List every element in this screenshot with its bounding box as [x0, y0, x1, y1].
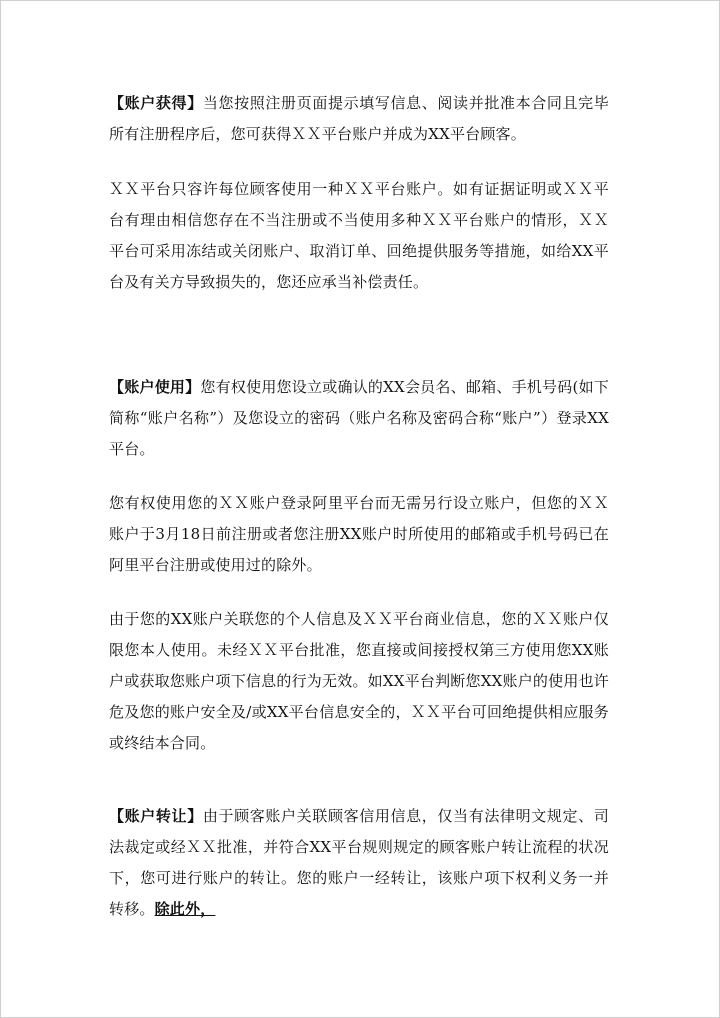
paragraph-account-transfer — [109, 801, 609, 925]
paragraph-single-account-rule: ＸＸ平台只容许每位顾客使用一种ＸＸ平台账户。如有证据证明或ＸＸ平台有理由相信您存在不当注册或不当使用多种ＸＸ平台账户的情形，ＸＸ平台可采用冻结或关闭账户、取消订单、回绝提供服务等措施，如给XX平台及有关方导致损失的，您还应承当补偿责任。 — [109, 180, 609, 291]
paragraph-text: 由于顾客账户关联顾客信用信息，仅当有法律明文规定、司法裁定或经ＸＸ批准，并符合XX平台规则规定的顾客账户转让流程的状况下，您可进行账户的转让。您的账户一经转让，该账户项下权利义务一并转移。 — [109, 807, 610, 918]
paragraph-personal-use: 由于您的XX账户关联您的个人信息及ＸＸ平台商业信息，您的ＸＸ账户仅限您本人使用。未经ＸＸ平台批准，您直接或间接授权第三方使用您XX账户或获取您账户项下信息的行为无效。如XX平台判断您XX账户的使用也许危及您的账户安全及/或XX平台信息安全的，ＸＸ平台可回绝提供相应服务或终结本合同。 — [109, 610, 609, 752]
section-heading-account-acquire: 【账户获得】 — [109, 94, 203, 112]
paragraph-account-use — [109, 372, 609, 465]
paragraph-login-alibaba: 您有权使用您的ＸＸ账户登录阿里平台而无需另行设立账户，但您的ＸＸ账户于3月18日前注册或者您注册XX账户时所使用的邮箱或手机号码已在阿里平台注册或使用过的除外。 — [109, 494, 609, 574]
emphasis-text: 除此外， — [154, 900, 216, 918]
section-heading-account-use: 【账户使用】 — [109, 378, 201, 396]
section-heading-account-transfer: 【账户转让】 — [109, 807, 203, 825]
paragraph-text: 当您按照注册页面提示填写信息、阅读并批准本合同且完毕所有注册程序后，您可获得ＸＸ平台账户并成为XX平台顾客。 — [109, 94, 610, 143]
paragraph-account-acquire — [109, 88, 609, 150]
paragraph-text: 您有权使用您设立或确认的XX会员名、邮箱、手机号码(如下简称“账户名称”）及您设立的密码（账户名称及密码合称“账户”）登录XX平台。 — [109, 378, 610, 458]
